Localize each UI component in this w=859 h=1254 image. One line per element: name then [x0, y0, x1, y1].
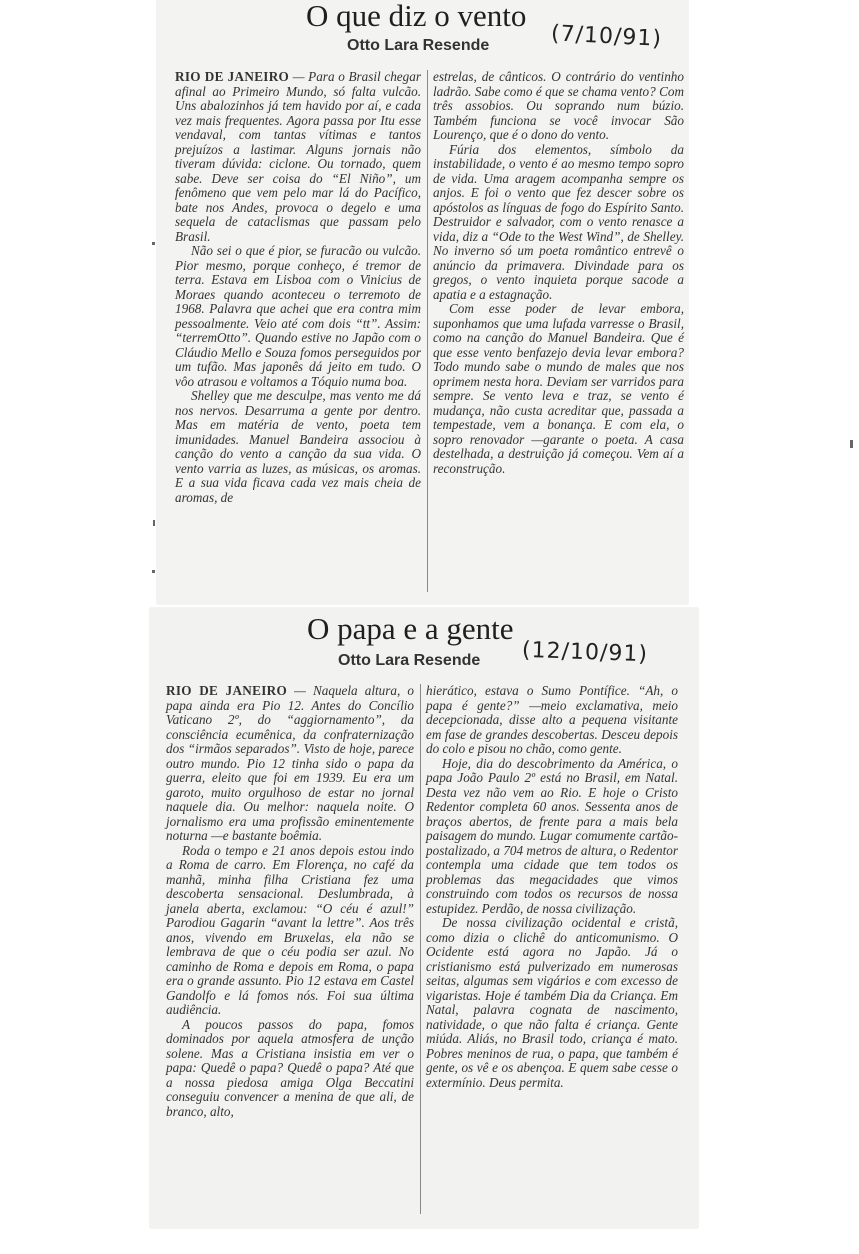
article-2-title: O papa e a gente: [307, 611, 514, 646]
scan-mark: [153, 520, 155, 526]
article-1-paragraph-5: Fúria dos elementos, símbolo da instabilidade, o vento é ao mesmo tempo sopro de vida. Uma aragem acompanha sempre os anjos. E foi o vento que fez descer sobre os apóstolos as línguas de fogo do Espírito Santo. Destruidor e salvador, com o vento renasce a vida, diz a “Ode to the West Wind”, de Shelley. No inverno só um poeta romântico entrevê o anúncio da primavera. Divindade para os gregos, o vento inquieta porque sacode a apatia e a estagnação.: [433, 141, 684, 302]
article-1-handwritten-date: (7/10/91): [550, 21, 663, 52]
article-1-author: Otto Lara Resende: [347, 37, 490, 54]
article-2-dateline: RIO DE JANEIRO: [166, 683, 288, 698]
scan-mark: [152, 570, 155, 573]
article-2-paragraph-2: Roda o tempo e 21 anos depois estou indo a Roma de carro. Em Florença, no café da manhã, minha filha Cristiana fez uma descoberta sensacional. Deslumbrada, à janela aberta, exclamou: “O céu é azul!” Parodiou Gagarin “avant la lettre”. Aos três anos, vivendo em Bruxelas, ela não se lembrava de que o céu podia ser azul. No caminho de Roma e depois em Roma, o papa era o grande assunto. Pio 12 estava em Castel Gandolfo e lá fomos nós. Foi sua última audiência.: [166, 842, 414, 1017]
article-2-column-2: [426, 684, 678, 1090]
article-2-paragraph-3: A poucos passos do papa, fomos dominados por aquela atmosfera de unção solene. Mas a Cristiana insistia em ver o papa: Quedê o papa? Quedê o papa? Até que a nossa piedosa amiga Olga Beccatini conseguiu convencer a menina de que ali, de branco, alto,: [166, 1016, 414, 1119]
article-1-paragraph-4: estrelas, de cânticos. O contrário do ventinho ladrão. Sabe como é que se chama vento? Com três assobios. Ou soprando num búzio. Também funciona se você invocar São Lourenço, que é o dono do vento.: [433, 69, 684, 142]
article-2-column-1: [166, 684, 414, 1119]
article-2-paragraph-4: hierático, estava o Sumo Pontífice. “Ah, o papa é gente?” —meio exclamativa, meio decepcionada, disse alto a pequena visitante em fase de grandes descobertas. Desceu depois do colo e pisou no chão, como gente.: [426, 683, 678, 756]
article-2-author: Otto Lara Resende: [338, 652, 481, 669]
article-2-paragraph-5: Hoje, dia do descobrimento da América, o papa João Paulo 2º está no Brasil, em Natal. Desta vez não vem ao Rio. E hoje o Cristo Redentor completa 60 anos. Sessenta anos de braços abertos, de frente para a mais bela paisagem do mundo. Lugar comumente cartão-postalizado, a 704 metros de altura, o Redentor contempla uma cidade que tem todos os problemas das megacidades que vimos construindo com todos os recursos de nossa estupidez. Perdão, de nossa civilização.: [426, 755, 678, 916]
article-1-dateline: RIO DE JANEIRO: [175, 69, 290, 84]
article-2-paragraph-6: De nossa civilização ocidental e cristã, como dizia o clichê do anticomunismo. O Ocidente está agora no Japão. Já o cristianismo está pulverizado em numerosas seitas, algumas sem vigários e com excesso de vigaristas. Hoje é também Dia da Criança. Em Natal, palavra cognata de nascimento, natividade, o que não falta é criança. Gente miúda. Aliás, no Brasil todo, criança é mato. Pobres meninos de rua, o papa, que também é gente, os vê e os abençoa. E quem sabe cesse o extermínio. Deus permita.: [426, 915, 678, 1090]
article-2-column-divider: [420, 684, 421, 1214]
article-1-column-1: [175, 70, 421, 505]
article-1-paragraph-3: Shelley que me desculpe, mas vento me dá nos nervos. Desarruma a gente por dentro. Mas em matéria de vento, poeta tem imunidades. Manuel Bandeira associou à canção do vento a canção da sua vida. O vento varria as luzes, as músicas, os aromas. E a sua vida ficava cada vez mais cheia de aromas, de: [175, 388, 421, 505]
scan-mark: [152, 242, 155, 245]
scan-mark: [850, 440, 853, 448]
article-1-column-2: [433, 70, 684, 476]
article-1-paragraph-6: Com esse poder de levar embora, suponhamos que uma lufada varresse o Brasil, como na canção do Manuel Bandeira. Que é que esse vento benfazejo devia levar embora? Todo mundo sabe o mundo de males que nos oprimem nesta hora. Deviam ser varridos para sempre. Se vento leva e traz, se vento é mudança, não custa acreditar que, passada a tempestade, vem a bonança. E com ela, o sopro renovador —garante o poeta. A casa destelhada, a destruição já começou. Vem aí a reconstrução.: [433, 301, 684, 476]
article-2-paragraph-1: RIO DE JANEIRO — Naquela altura, o papa ainda era Pio 12. Antes do Concílio Vaticano 2º, do “aggiornamento”, da consciência ecumênica, da confraternização dos “irmãos separados”. Visto de hoje, parece outro mundo. Pio 12 tinha sido o papa da guerra, eleito que foi em 1939. Eu era um garoto, muito orgulhoso de estar no jornal naquele dia. Ou melhor: naquela noite. O jornalismo era uma profissão eminentemente noturna —e bastante boêmia.: [166, 683, 414, 843]
article-1-paragraph-1: RIO DE JANEIRO — Para o Brasil chegar afinal ao Primeiro Mundo, só falta vulcão. Uns abalozinhos já tem havido por aí, e cada vez mais frequentes. Agora passa por Itu esse vendaval, com tantas vítimas e tantos prejuízos a lastimar. Alguns jornais não tiveram dúvida: ciclone. Ou tornado, quem sabe. Deve ser coisa do “El Niño”, um fenômeno que vem pelo mar lá do Pacífico, bate nos Andes, provoca o degelo e uma sequela de cataclismas que passam pelo Brasil.: [175, 69, 421, 244]
article-1-column-divider: [427, 70, 428, 592]
article-1-paragraph-2: Não sei o que é pior, se furacão ou vulcão. Pior mesmo, porque conheço, é tremor de terra. Estava em Lisboa com o Vinicius de Moraes quando aconteceu o terremoto de 1968. Palavra que achei que era contra mim pessoalmente. Veio até com dois “tt”. Assim: “terremOtto”. Quando estive no Japão com o Cláudio Mello e Souza fomos perseguidos por um tufão. Mas japonês dá jeito em tudo. O vôo atrasou e voltamos a Tóquio numa boa.: [175, 243, 421, 389]
article-2-handwritten-date: (12/10/91): [521, 637, 649, 668]
article-1-title: O que diz o vento: [306, 0, 527, 33]
